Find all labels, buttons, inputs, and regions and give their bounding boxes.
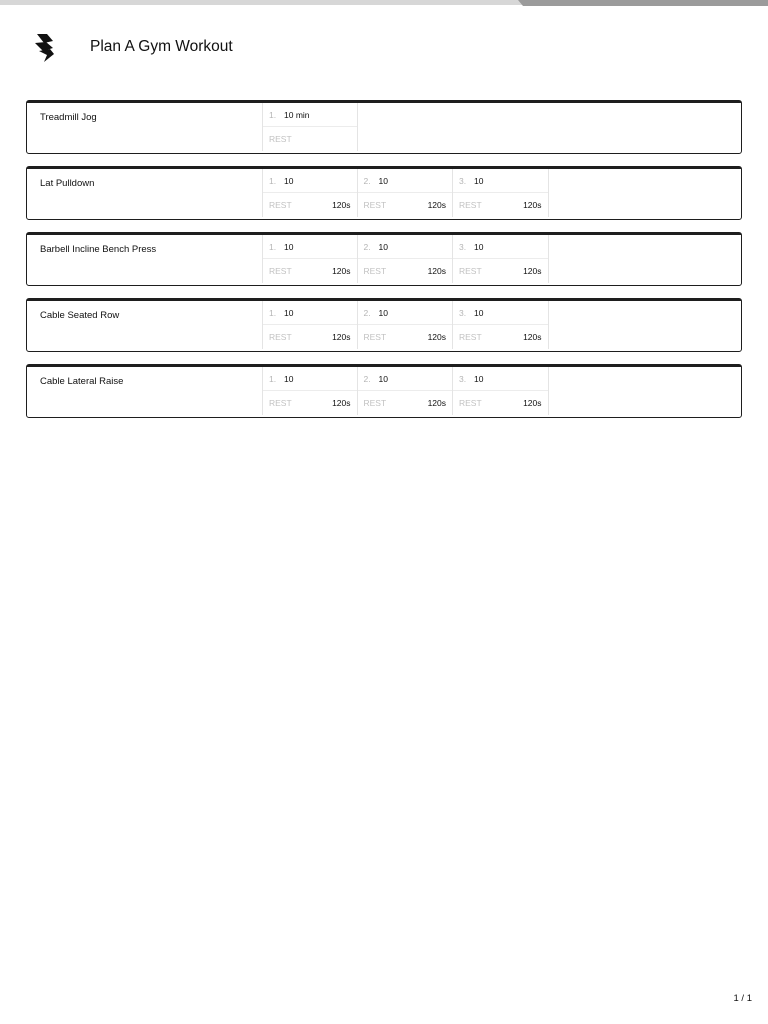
rest-label: REST xyxy=(363,398,387,408)
set-rest-row xyxy=(263,325,357,349)
set-number: 1. xyxy=(269,241,277,252)
set-list xyxy=(262,169,549,217)
set-cell xyxy=(358,367,454,415)
exercise-card xyxy=(26,298,742,352)
set-rest-row xyxy=(453,325,548,349)
rest-value: 120s xyxy=(427,398,446,408)
rest-value: 120s xyxy=(332,332,351,342)
rest-value: 120s xyxy=(523,332,542,342)
set-reps-row xyxy=(453,235,548,259)
rest-label: REST xyxy=(269,200,292,210)
exercise-name: Lat Pulldown xyxy=(40,178,95,189)
set-cell xyxy=(358,235,454,283)
set-reps-value: 10 min xyxy=(284,109,310,120)
set-rest-row xyxy=(358,325,453,349)
rest-label: REST xyxy=(269,134,292,144)
chevron-stack-logo-icon xyxy=(30,30,60,64)
rest-value: 120s xyxy=(332,398,351,408)
top-accent-bar-dark xyxy=(518,0,768,6)
rest-label: REST xyxy=(363,266,387,276)
set-reps-row xyxy=(358,367,453,391)
rest-value: 120s xyxy=(427,332,446,342)
set-reps-row xyxy=(263,367,357,391)
set-number: 1. xyxy=(269,307,277,318)
set-number: 3. xyxy=(459,175,467,186)
set-cell xyxy=(262,235,358,283)
page-indicator: 1 / 1 xyxy=(733,993,752,1004)
set-reps-row xyxy=(358,301,453,325)
set-reps-value: 10 xyxy=(474,373,484,384)
set-rest-row xyxy=(453,259,548,283)
rest-value: 120s xyxy=(332,200,351,210)
set-rest-row xyxy=(453,193,548,217)
set-cell xyxy=(262,301,358,349)
set-reps-value: 10 xyxy=(284,241,294,252)
set-cell xyxy=(453,367,549,415)
set-reps-row xyxy=(453,367,548,391)
set-reps-value: 10 xyxy=(474,307,484,318)
rest-label: REST xyxy=(269,398,292,408)
rest-value: 120s xyxy=(427,200,446,210)
set-list xyxy=(262,235,549,283)
rest-label: REST xyxy=(363,200,387,210)
set-reps-row xyxy=(263,169,357,193)
set-reps-value: 10 xyxy=(474,241,484,252)
rest-label: REST xyxy=(269,266,292,276)
exercise-card xyxy=(26,166,742,220)
set-number: 2. xyxy=(363,175,371,186)
document-header xyxy=(30,30,233,64)
set-cell xyxy=(453,301,549,349)
exercise-card xyxy=(26,232,742,286)
rest-value: 120s xyxy=(523,266,542,276)
set-cell xyxy=(262,103,358,151)
set-reps-value: 10 xyxy=(284,373,294,384)
set-number: 2. xyxy=(363,373,371,384)
rest-value: 120s xyxy=(523,398,542,408)
set-reps-row xyxy=(453,301,548,325)
set-cell xyxy=(262,367,358,415)
set-list xyxy=(262,103,358,151)
set-rest-row xyxy=(358,259,453,283)
rest-label: REST xyxy=(459,266,482,276)
set-rest-row xyxy=(453,391,548,415)
set-reps-value: 10 xyxy=(378,175,388,186)
exercise-card xyxy=(26,364,742,418)
rest-label: REST xyxy=(459,398,482,408)
top-accent-bar xyxy=(0,0,768,5)
set-rest-row xyxy=(263,391,357,415)
set-number: 3. xyxy=(459,241,467,252)
set-number: 1. xyxy=(269,373,277,384)
set-rest-row xyxy=(263,193,357,217)
set-number: 3. xyxy=(459,307,467,318)
rest-label: REST xyxy=(269,332,292,342)
set-reps-row xyxy=(358,235,453,259)
set-reps-row xyxy=(263,301,357,325)
set-list xyxy=(262,367,549,415)
set-cell xyxy=(453,169,549,217)
set-reps-value: 10 xyxy=(474,175,484,186)
set-reps-value: 10 xyxy=(378,241,388,252)
set-reps-row xyxy=(263,235,357,259)
set-number: 1. xyxy=(269,109,277,120)
rest-label: REST xyxy=(363,332,387,342)
set-reps-value: 10 xyxy=(284,307,294,318)
set-cell xyxy=(262,169,358,217)
set-number: 2. xyxy=(363,307,371,318)
set-list xyxy=(262,301,549,349)
set-reps-row xyxy=(453,169,548,193)
set-number: 3. xyxy=(459,373,467,384)
exercise-name: Cable Lateral Raise xyxy=(40,376,124,387)
set-rest-row xyxy=(263,127,357,151)
set-cell xyxy=(358,169,454,217)
exercise-name: Treadmill Jog xyxy=(40,112,97,123)
rest-value: 120s xyxy=(427,266,446,276)
set-reps-value: 10 xyxy=(284,175,294,186)
set-rest-row xyxy=(358,193,453,217)
rest-value: 120s xyxy=(332,266,351,276)
set-reps-value: 10 xyxy=(378,307,388,318)
exercise-card xyxy=(26,100,742,154)
exercise-name: Barbell Incline Bench Press xyxy=(40,244,157,255)
set-reps-row xyxy=(358,169,453,193)
rest-value: 120s xyxy=(523,200,542,210)
set-cell xyxy=(453,235,549,283)
set-rest-row xyxy=(263,259,357,283)
set-reps-value: 10 xyxy=(378,373,388,384)
rest-label: REST xyxy=(459,332,482,342)
rest-label: REST xyxy=(459,200,482,210)
set-reps-row xyxy=(263,103,357,127)
set-number: 1. xyxy=(269,175,277,186)
exercise-name: Cable Seated Row xyxy=(40,310,120,321)
set-number: 2. xyxy=(363,241,371,252)
set-rest-row xyxy=(358,391,453,415)
document-title: Plan A Gym Workout xyxy=(90,38,233,55)
set-cell xyxy=(358,301,454,349)
